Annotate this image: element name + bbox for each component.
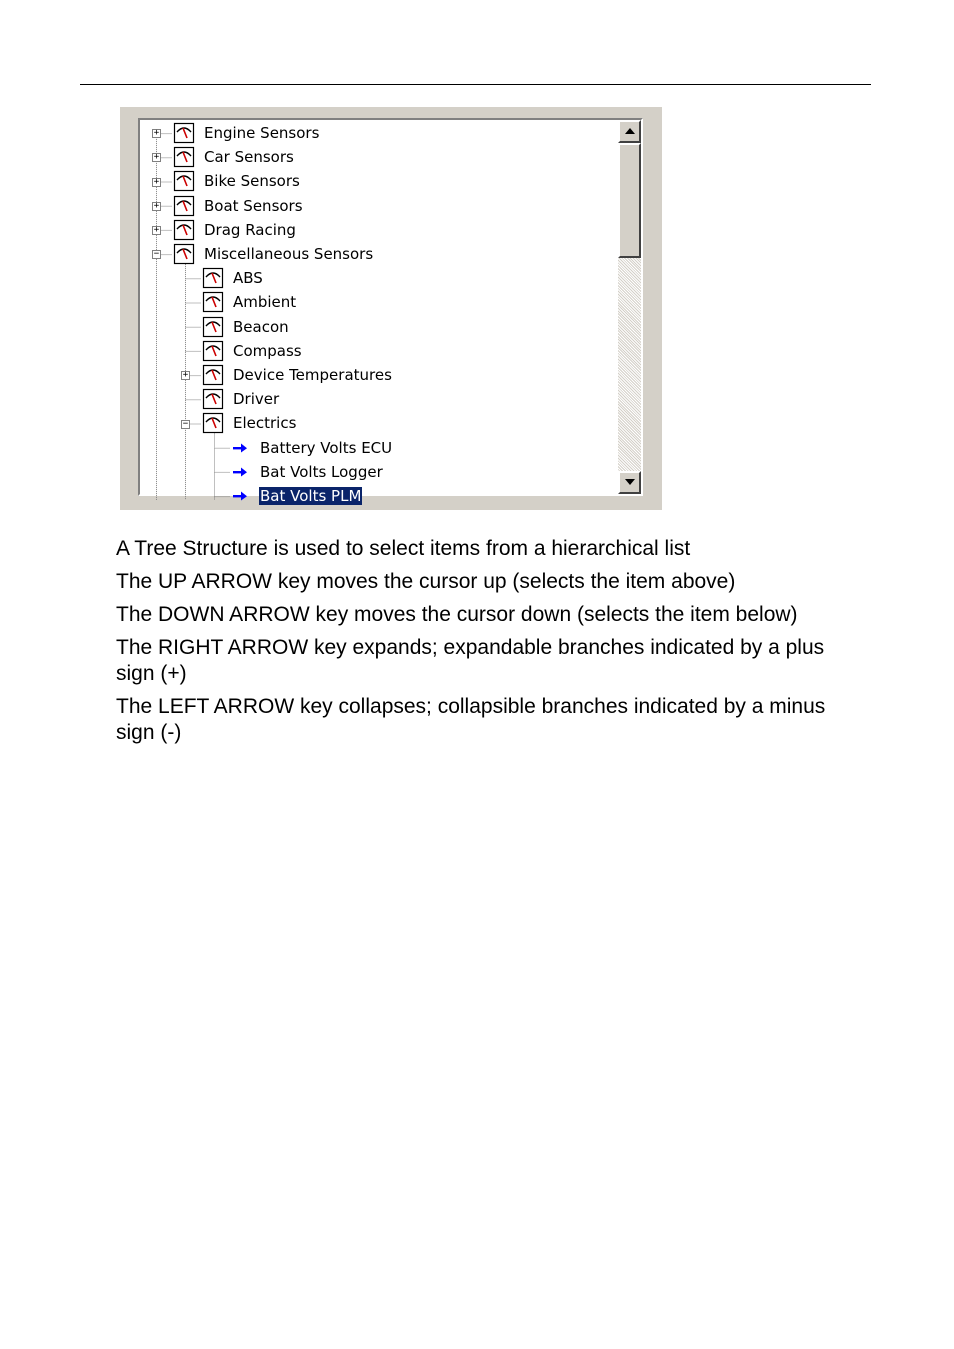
- expand-toggle-icon[interactable]: +: [182, 370, 189, 381]
- tree-item-label: Bike Sensors: [204, 172, 300, 191]
- expand-toggle-icon[interactable]: +: [153, 200, 160, 211]
- header-rule: [80, 84, 871, 85]
- tree-item-label: Drag Racing: [204, 220, 296, 239]
- tree-item-label: Electrics: [233, 414, 297, 433]
- tree-item-label: Beacon: [233, 317, 289, 336]
- scroll-thumb[interactable]: [618, 143, 641, 258]
- arrow-icon: [232, 490, 248, 502]
- gauge-icon: [174, 244, 194, 264]
- tree-item-label: Engine Sensors: [204, 124, 320, 142]
- tree-item-label: Compass: [233, 341, 302, 360]
- tree-item[interactable]: [203, 290, 297, 314]
- tree-view[interactable]: [138, 118, 643, 505]
- gauge-icon: [203, 268, 223, 288]
- gauge-icon: [174, 220, 194, 240]
- tree-item-label: Miscellaneous Sensors: [204, 245, 374, 263]
- tree-item[interactable]: [174, 121, 320, 145]
- tree-item-label: Bat Volts Logger: [260, 462, 383, 481]
- tree-item[interactable]: [174, 218, 297, 242]
- expand-toggle-icon[interactable]: +: [153, 176, 160, 187]
- scroll-up-button[interactable]: [618, 120, 641, 143]
- gauge-icon: [203, 317, 223, 337]
- collapse-toggle-icon[interactable]: −: [182, 418, 189, 429]
- tree-item[interactable]: [174, 145, 295, 169]
- gauge-icon: [203, 413, 223, 433]
- tree-item[interactable]: [232, 436, 393, 460]
- gauge-icon: [203, 292, 223, 312]
- arrow-down-icon: [625, 479, 635, 485]
- tree-item[interactable]: [203, 315, 290, 339]
- gauge-icon: [174, 196, 194, 216]
- tree-item[interactable]: [232, 484, 362, 508]
- tree-item-label: Battery Volts ECU: [260, 438, 393, 457]
- paragraph-down-arrow: The DOWN ARROW key moves the cursor down (selects the item below): [116, 603, 798, 626]
- arrow-icon: [232, 442, 248, 454]
- tree-item[interactable]: [203, 339, 303, 363]
- tree-item[interactable]: [174, 169, 301, 193]
- tree-item-label: Ambient: [233, 293, 297, 312]
- paragraph-left-arrow: The LEFT ARROW key collapses; collapsible branches indicated by a minus sign (-): [116, 695, 826, 744]
- scroll-down-button[interactable]: [618, 471, 641, 494]
- tree-item-label: Driver: [233, 390, 280, 409]
- paragraph-tree-structure: A Tree Structure is used to select items from a hierarchical list: [116, 537, 691, 560]
- tree-item-label: Car Sensors: [204, 148, 294, 167]
- vertical-scrollbar[interactable]: [618, 120, 641, 494]
- tree-item[interactable]: [203, 266, 264, 290]
- gauge-icon: [203, 389, 223, 409]
- tree-item[interactable]: [232, 460, 384, 484]
- gauge-icon: [203, 365, 223, 385]
- arrow-icon: [232, 466, 248, 478]
- gauge-icon: [203, 341, 223, 361]
- tree-item[interactable]: [203, 363, 393, 387]
- paragraph-right-arrow: The RIGHT ARROW key expands; expandable branches indicated by a plus sign (+): [116, 636, 825, 685]
- paragraph-up-arrow: The UP ARROW key moves the cursor up (selects the item above): [116, 570, 736, 593]
- arrow-up-icon: [625, 128, 635, 134]
- tree-item[interactable]: [203, 411, 297, 435]
- tree-items-area: [140, 120, 618, 505]
- tree-item[interactable]: [203, 387, 280, 411]
- tree-item-label: ABS: [233, 269, 263, 288]
- gauge-icon: [174, 123, 194, 143]
- expand-toggle-icon[interactable]: +: [153, 128, 160, 139]
- expand-toggle-icon[interactable]: +: [153, 152, 160, 163]
- tree-item-label: Boat Sensors: [204, 196, 303, 215]
- tree-item-label: Bat Volts PLM: [260, 487, 362, 505]
- tree-item-label: Device Temperatures: [233, 366, 392, 384]
- tree-view-screenshot: [120, 107, 662, 510]
- collapse-toggle-icon[interactable]: −: [153, 249, 160, 260]
- gauge-icon: [174, 171, 194, 191]
- gauge-icon: [174, 147, 194, 167]
- tree-item[interactable]: [174, 194, 304, 218]
- tree-item[interactable]: [174, 242, 374, 266]
- expand-toggle-icon[interactable]: +: [153, 224, 160, 235]
